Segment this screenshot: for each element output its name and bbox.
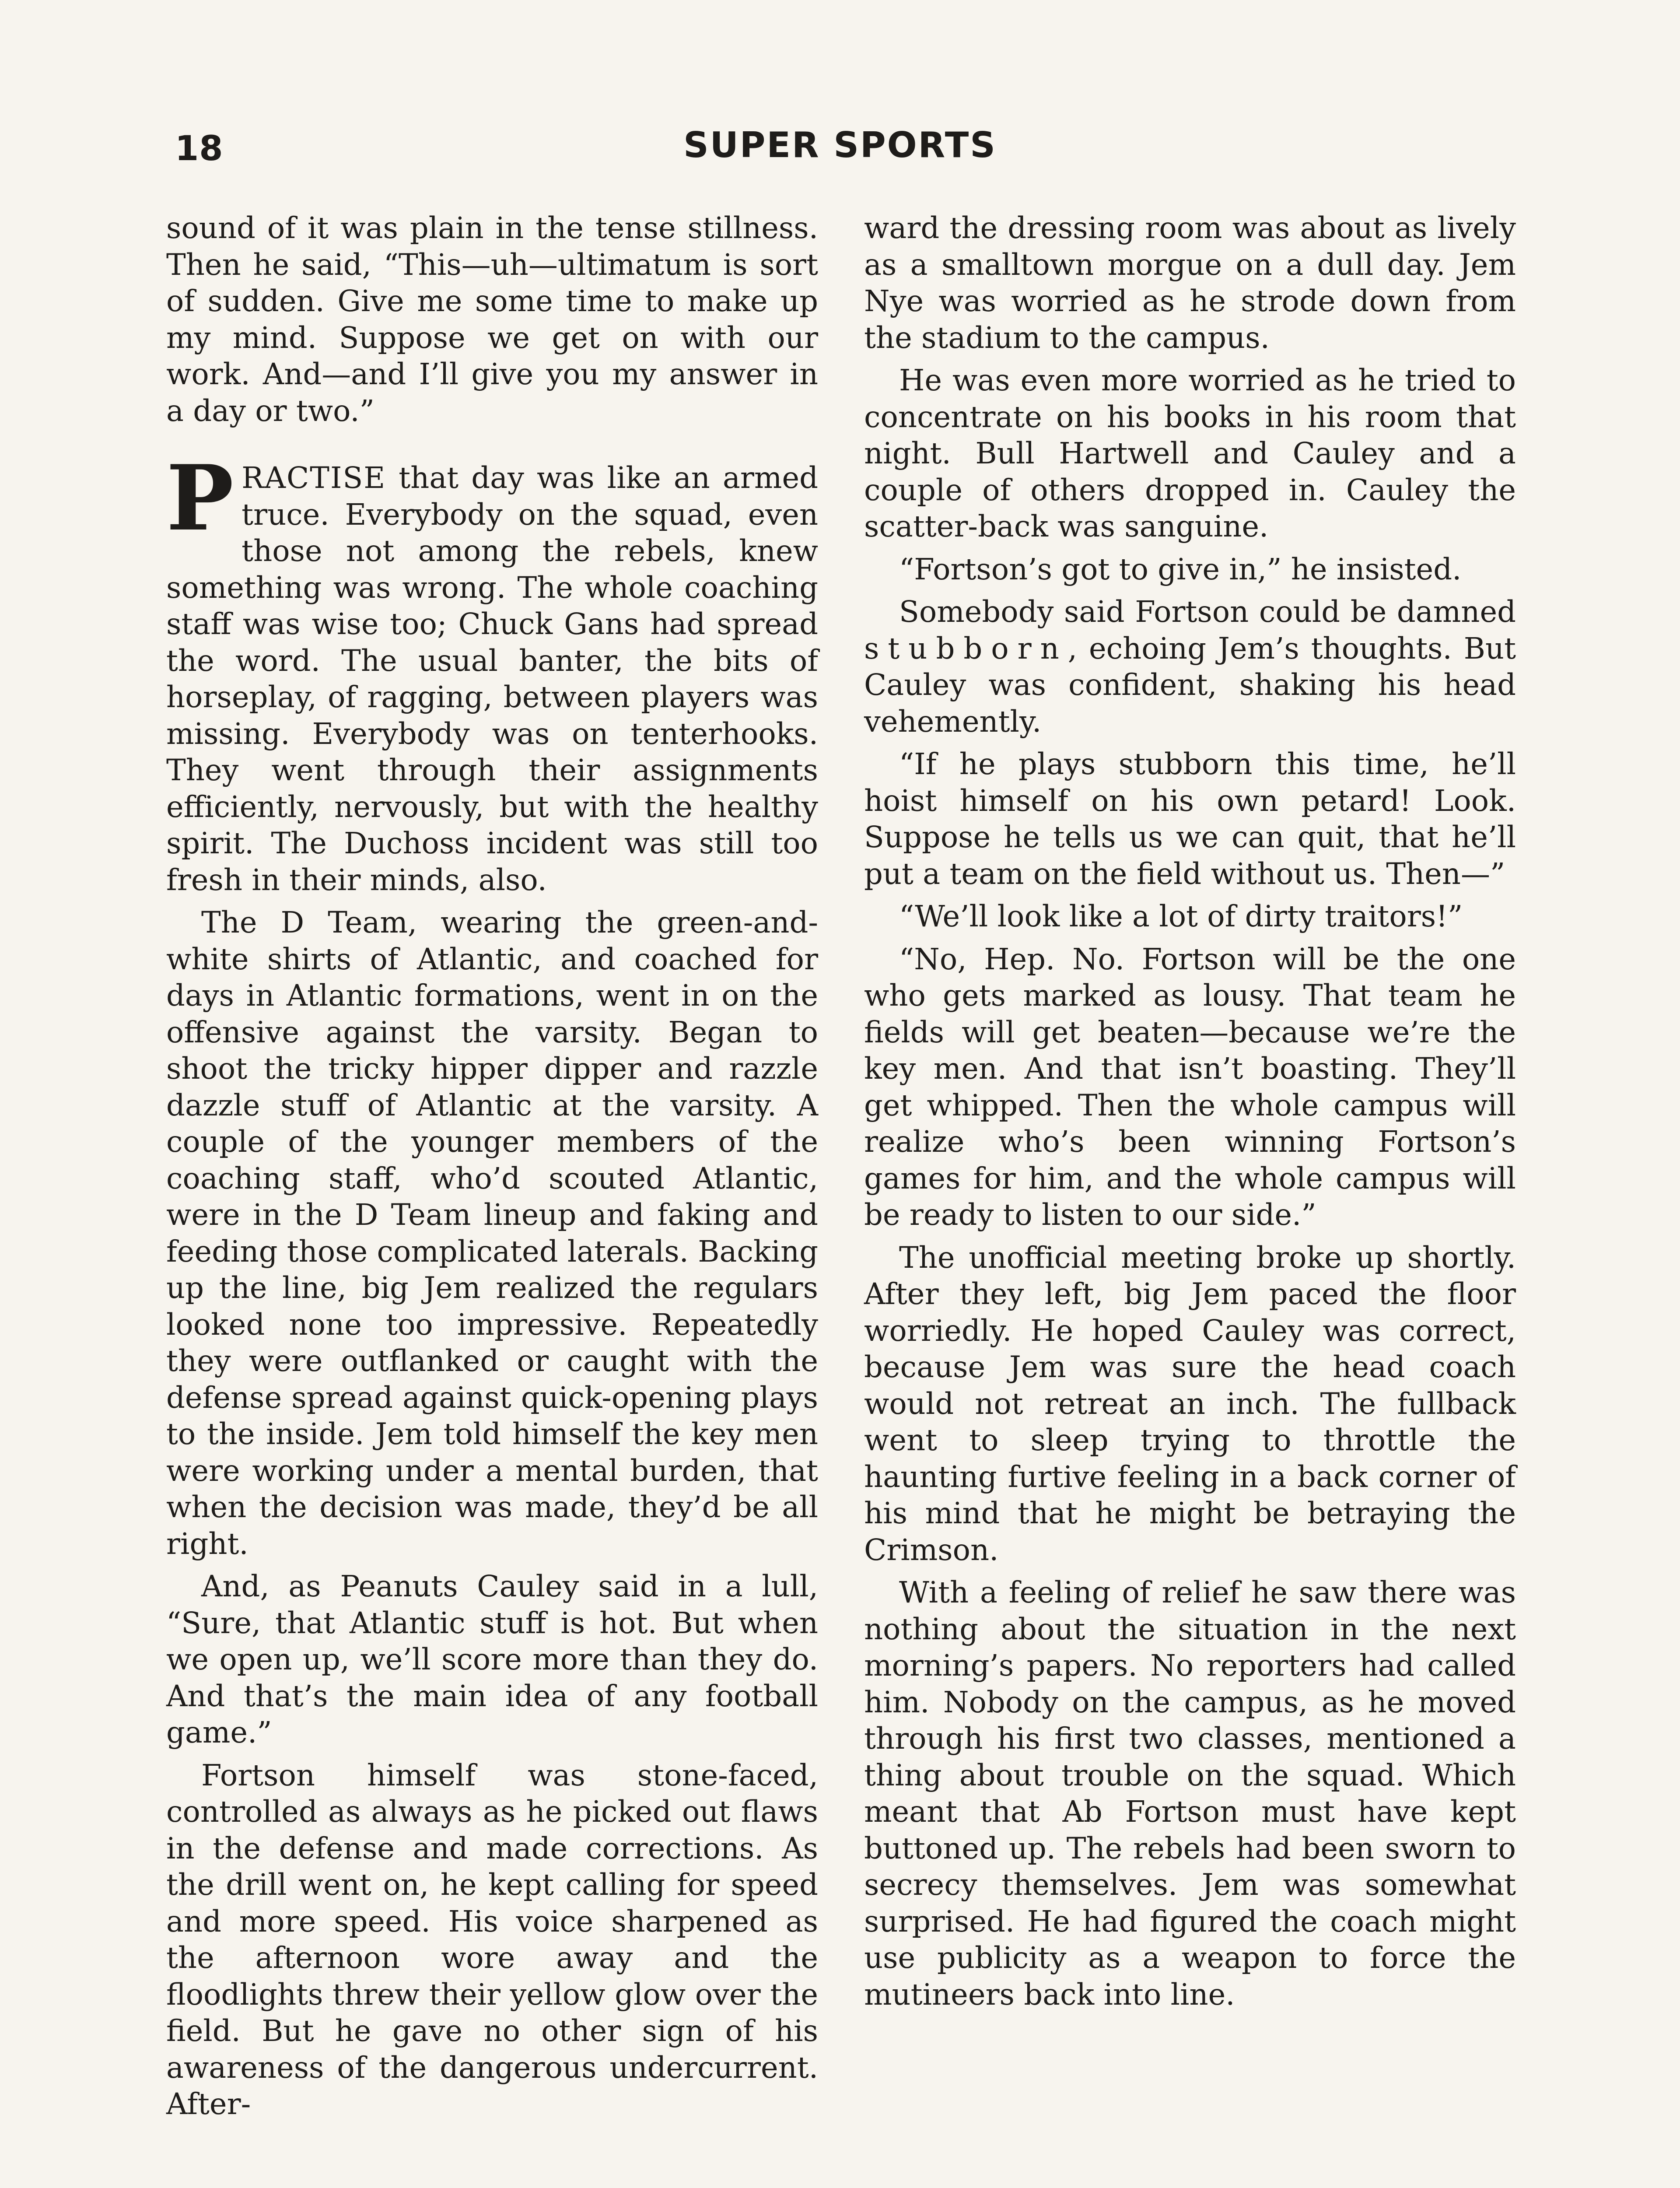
left-paragraph-2 [166,446,818,898]
left-column [166,210,818,2129]
right-paragraph-6: “We’ll look like a lot of dirty traitors!” [899,899,1463,933]
right-paragraph-4-before: Somebody said Fortson could be damned [899,595,1516,629]
letter-spaced-word: stubborn [864,631,1068,666]
right-paragraph-5: “If he plays stubborn this time, he’ll hoist himself on his own petard! Look. Suppose he tells us we can quit, that he’ll put a team on the field without us. Then—” [864,747,1516,891]
right-paragraph-4 [864,594,1516,740]
left-paragraph-3: The D Team, wearing the green-and-white shirts of Atlantic, and coached for days in Atlantic formations, went in on the offensive against the varsity. Began to shoot the tricky hipper dipper and razzle dazzle stuff of Atlantic at the varsity. A couple of the younger members of the coaching staff, who’d scouted Atlantic, were in the D Team lineup and faking and feeding those complicated laterals. Backing up the line, big Jem realized the regulars looked none too impressive. Repeatedly they were outflanked or caught with the defense spread against quick-opening plays to the inside. Jem told himself the key men were working under a mental burden, that when the decision was made, they’d be all right. [166,905,818,1561]
right-paragraph-1: ward the dressing room was about as lively as a smalltown morgue on a dull day. Jem Nye was worried as he strode down from the stadium to the campus. [864,211,1516,355]
right-paragraph-7: “No, Hep. No. Fortson will be the one who gets marked as lousy. That team he fields will get beaten—because we’re the key men. And that isn’t boasting. They’ll get whipped. Then the whole campus will realize who’s been winning Fortson’s games for him, and the whole campus will be ready to listen to our side.” [864,942,1516,1232]
right-column [864,210,1516,2019]
running-head: SUPER SPORTS [683,125,997,165]
left-paragraph-2-text: that day was like an armed truce. Everybody on the squad, even those not among the rebels, knew something was wrong. The whole coaching staff was wise too; Chuck Gans had spread the word. The usual banter, the bits of horseplay, of ragging, between players was missing. Everybody was on tenterhooks. They went through their assignments efficiently, nervously, but with the healthy spirit. The Duchoss incident was still too fresh in their minds, also. [166,461,818,897]
right-paragraph-3: “Fortson’s got to give in,” he insisted. [899,552,1462,586]
right-paragraph-9: With a feeling of relief he saw there was nothing about the situation in the next morning’s papers. No reporters had called him. Nobody on the campus, as he moved through his first two classes, mentioned a thing about trouble on the squad. Which meant that Ab Fortson must have kept buttoned up. The rebels had been sworn to secrecy themselves. Jem was somewhat surprised. He had figured the coach might use publicity as a weapon to force the mutineers back into line. [864,1575,1516,2012]
right-paragraph-2: He was even more worried as he tried to concentrate on his books in his room that night. Bull Hartwell and Cauley and a couple of others dropped in. Cauley the scatter-back was sanguine. [864,363,1516,543]
right-paragraph-8: The unofficial meeting broke up shortly. After they left, big Jem paced the floor worriedly. He hoped Cauley was correct, because Jem was sure the head coach would not retreat an inch. The fullback went to sleep trying to throttle the haunting furtive feeling in a back corner of his mind that he might be betraying the Crimson. [864,1240,1516,1567]
page-number: 18 [175,129,224,168]
left-paragraph-4: And, as Peanuts Cauley said in a lull, “Sure, that Atlantic stuff is hot. But when we open up, we’ll score more than they do. And that’s the main idea of any football game.” [166,1569,818,1750]
section-first-word: RACTISE [242,461,386,495]
right-paragraph-4-after: , echoing Jem’s thoughts. But Cauley was confident, shaking his head vehemently. [864,631,1516,739]
drop-cap: P [166,446,234,551]
left-paragraph-1: sound of it was plain in the tense stillness. Then he said, “This—uh—ultimatum is sort of sudden. Give me some time to make up my mind. Suppose we get on with our work. And—and I’ll give you my answer in a day or two.” [166,211,818,428]
left-paragraph-5: Fortson himself was stone-faced, controlled as always as he picked out flaws in the defense and made corrections. As the drill went on, he kept calling for speed and more speed. His voice sharpened as the afternoon wore away and the floodlights threw their yellow glow over the field. But he gave no other sign of his awareness of the dangerous undercurrent. After- [166,1758,818,2121]
